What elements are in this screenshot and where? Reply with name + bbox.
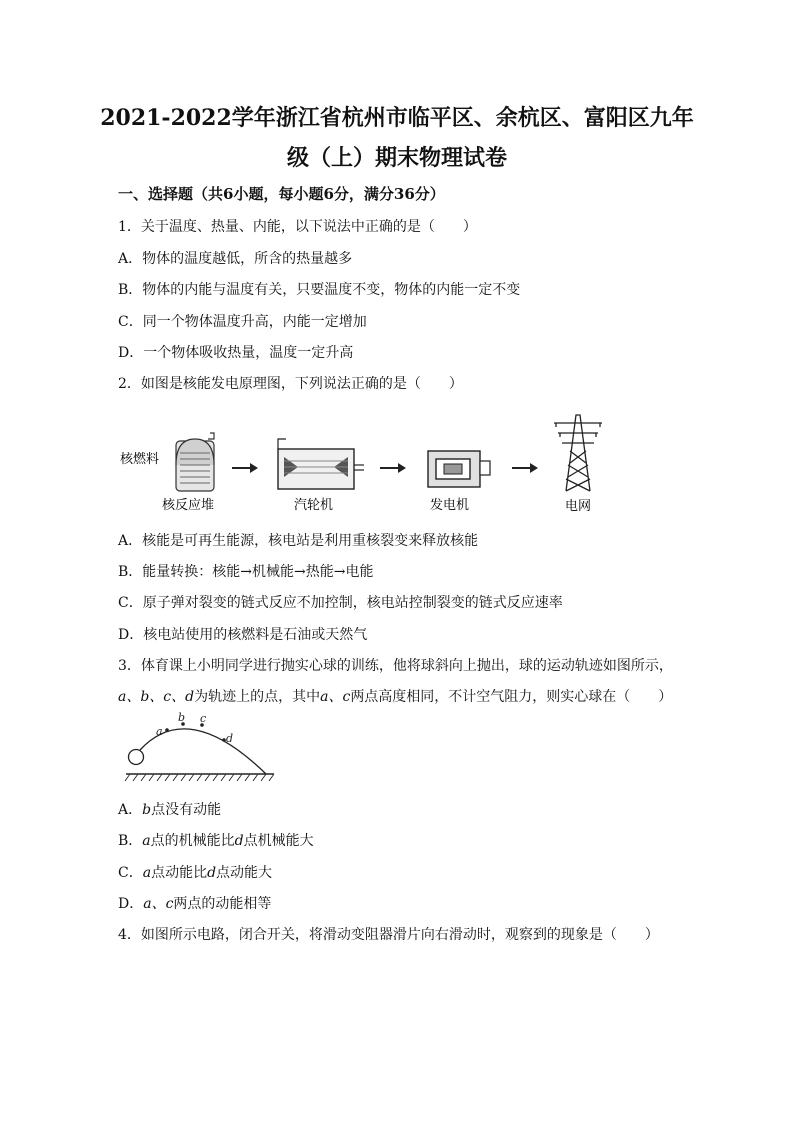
q3-c-prefix: C． [118,865,143,881]
page-title-line1: 2021-2022学年浙江省杭州市临平区、余杭区、富阳区九年 [100,105,694,131]
q3-c-var1: a [142,865,152,881]
q3-d-var: a、c [143,896,174,912]
q3-b-mid: 点的机械能比 [150,833,235,849]
page-title-line2: 级（上）期末物理试卷 [286,145,507,171]
q3-points-var: a、b、c、d [118,689,195,705]
section-heading: 一、选择题（共6小题，每小题6分，满分36分） [118,185,445,203]
turbine-icon [278,439,364,489]
q3-a-var: b [142,802,152,818]
fuel-label: 核燃料 [120,452,160,467]
arrow-icon [512,463,538,473]
reactor-icon [176,433,214,491]
q3-a-prefix: A． [118,802,143,818]
ground-icon [125,774,274,781]
q3-b-var2: d [234,833,244,849]
q3-option-b [118,830,314,850]
q2-option-c: C．原子弹对裂变的链式反应不加控制，核电站控制裂变的链式反应速率 [118,595,563,611]
q1-option-d: D．一个物体吸收热量，温度一定升高 [118,345,354,361]
nuclear-power-diagram [118,405,618,515]
q1-option-b: B．物体的内能与温度有关，只要温度不变，物体的内能一定不变 [118,282,521,298]
point-a-marker [165,728,169,732]
q3-option-c [118,862,272,882]
point-a-label: a [156,725,163,738]
reactor-label: 核反应堆 [162,498,215,513]
q1-option-a: A．物体的温度越低，所含的热量越多 [118,251,353,267]
q3-b-text: 点机械能大 [243,833,314,849]
q3-a-text: 点没有动能 [151,802,222,818]
q2-option-d: D．核电站使用的核燃料是石油或天然气 [118,627,368,643]
grid-label: 电网 [565,499,592,514]
q3-stem-line1: 3．体育课上小明同学进行抛实心球的训练，他将球斜向上抛出，球的运动轨迹如图所示， [118,658,673,674]
q3-d-prefix: D． [118,896,144,912]
q4-stem: 4．如图所示电路，闭合开关，将滑动变阻器滑片向右滑动时，观察到的现象是（ ） [118,927,659,943]
generator-icon [428,451,490,487]
q3-c-var2: d [207,865,217,881]
arrow-icon [232,463,258,473]
q3-stem-mid: 为轨迹上的点，其中 [194,689,321,705]
q3-d-text: 两点的动能相等 [173,896,272,912]
q1-stem: 1．关于温度、热量、内能，以下说法中正确的是（ ） [118,219,477,235]
q2-option-b: B．能量转换：核能→机械能→热能→电能 [118,564,374,580]
q1-option-c: C．同一个物体温度升高，内能一定增加 [118,314,367,330]
q3-stem-line2 [118,686,672,706]
q3-b-prefix: B． [118,833,143,849]
q3-c-mid: 点动能比 [151,865,208,881]
q3-ac-var: a、c [320,689,351,705]
q3-option-d [118,893,271,913]
power-pylon-icon [554,415,602,491]
q3-option-a [118,799,221,819]
point-d-label: d [226,732,234,745]
generator-label: 发电机 [430,498,470,513]
ball-icon [129,750,144,765]
q3-b-var1: a [142,833,151,849]
q2-option-a: A．核能是可再生能源，核电站是利用重核裂变来释放核能 [118,533,479,549]
turbine-label: 汽轮机 [294,498,334,513]
trajectory-diagram [118,712,288,792]
q3-c-text: 点动能大 [216,865,273,881]
point-b-label: b [178,712,186,724]
q3-stem-end: 两点高度相同，不计空气阻力，则实心球在（ ） [350,689,673,705]
point-c-label: c [200,712,207,725]
q2-stem: 2．如图是核能发电原理图，下列说法正确的是（ ） [118,376,463,392]
arrow-icon [380,463,406,473]
